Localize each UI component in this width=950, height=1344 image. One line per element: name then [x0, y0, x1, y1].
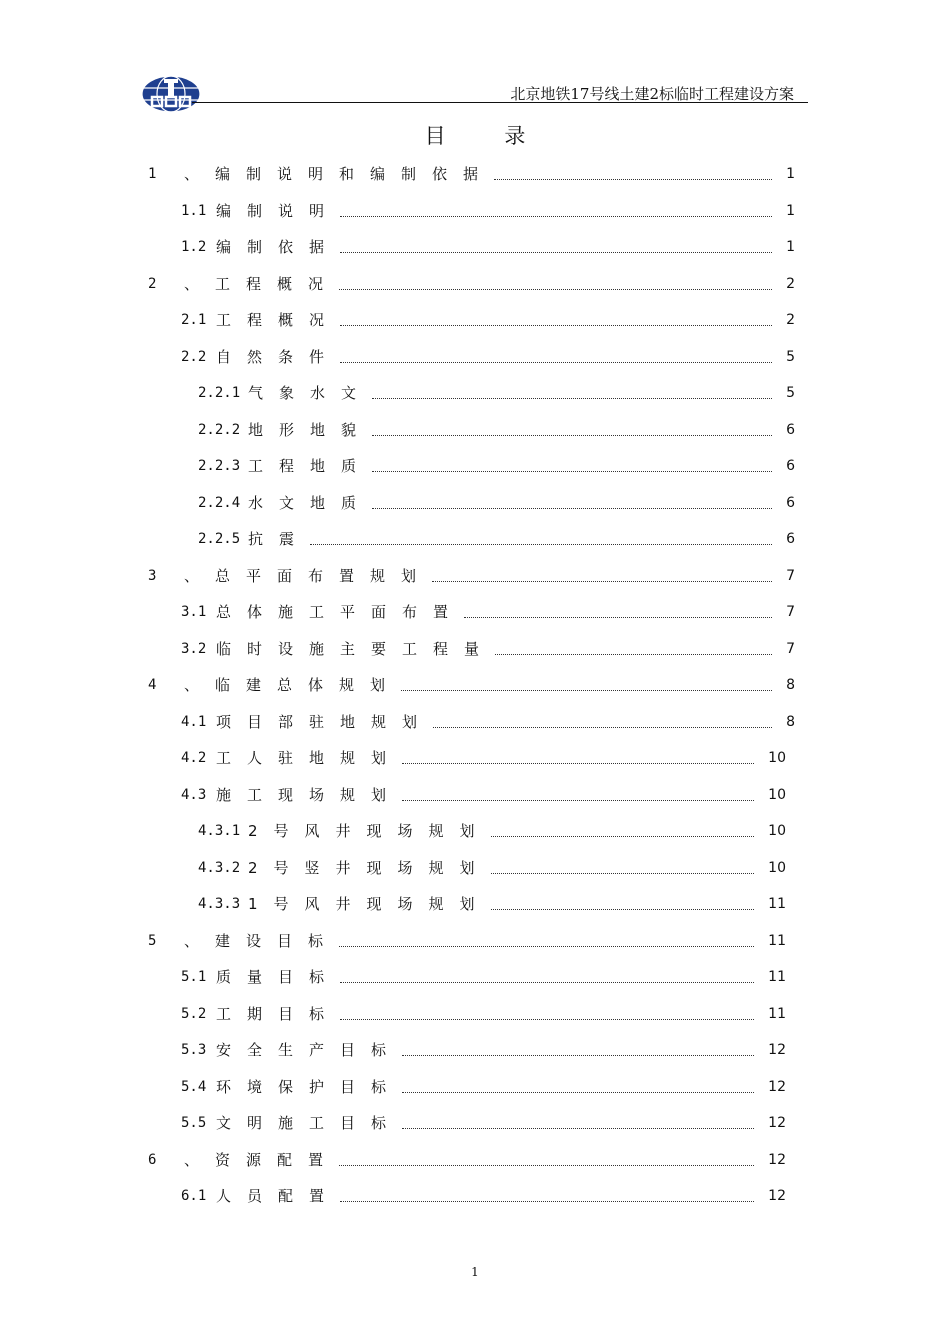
toc-dot-leader	[432, 581, 772, 582]
toc-entry-number: 5.3	[181, 1042, 207, 1058]
toc-entry-page: 10	[768, 750, 786, 766]
toc-entry[interactable]	[198, 382, 795, 404]
toc-dot-leader	[401, 690, 772, 691]
toc-entry-page: 10	[768, 823, 786, 839]
toc-entry-number: 5	[148, 932, 157, 949]
toc-dot-leader	[340, 252, 772, 253]
toc-entry-number: 4.3.3	[198, 896, 241, 912]
toc-entry-number: 1.1	[181, 202, 207, 219]
toc-dot-leader	[494, 179, 772, 180]
toc-entry-page: 6	[786, 494, 795, 511]
toc-entry[interactable]	[198, 492, 795, 514]
toc-entry-title: 环境保护目标	[216, 1077, 403, 1096]
toc-entry-page: 5	[786, 385, 795, 401]
toc-entry-title: 地形地貌	[248, 420, 373, 439]
toc-entry-page: 11	[768, 896, 786, 912]
toc-entry-title: 水文地质	[248, 493, 373, 512]
toc-entry[interactable]	[181, 601, 795, 623]
toc-entry-number: 2.2.5	[198, 531, 241, 547]
toc-entry[interactable]	[181, 1076, 786, 1098]
toc-entry-page: 8	[786, 713, 795, 730]
toc-dot-leader	[433, 727, 772, 728]
toc-entry-title: 工人驻地规划	[216, 749, 403, 767]
toc-entry-page: 6	[786, 531, 795, 547]
toc-entry-page: 7	[786, 567, 795, 584]
toc-entry-title: 文明施工目标	[216, 1114, 403, 1132]
toc-dot-leader	[495, 654, 772, 655]
toc-entry-title: 编制说明	[216, 201, 341, 220]
toc-entry-title: 2号风井现场规划	[248, 822, 491, 840]
toc-entry-page: 12	[768, 1078, 786, 1095]
toc-entry-number: 3.2	[181, 640, 207, 657]
toc-entry[interactable]	[148, 1149, 786, 1171]
toc-entry-title: 、工程概况	[184, 274, 340, 293]
toc-dot-leader	[464, 617, 772, 618]
toc-entry-page: 12	[768, 1115, 786, 1131]
toc-entry-page: 8	[786, 677, 795, 693]
toc-dot-leader	[340, 362, 772, 363]
toc-entry-number: 4.3.1	[198, 823, 241, 839]
toc-entry[interactable]	[181, 309, 795, 331]
toc-entry-page: 2	[786, 275, 795, 292]
toc-entry[interactable]	[198, 528, 795, 550]
toc-entry[interactable]	[148, 674, 795, 696]
toc-entry-number: 4.1	[181, 713, 207, 730]
toc-title: 目 录	[424, 124, 552, 148]
toc-entry[interactable]	[181, 236, 795, 258]
toc-entry-number: 4.2	[181, 750, 207, 766]
toc-dot-leader	[339, 289, 772, 290]
toc-entry-title: 项目部驻地规划	[216, 712, 434, 731]
toc-entry[interactable]	[198, 857, 786, 879]
toc-entry-page: 11	[768, 969, 786, 985]
toc-entry-number: 4.3.2	[198, 859, 241, 876]
toc-dot-leader	[340, 1201, 754, 1202]
toc-entry-title: 施工现场规划	[216, 785, 403, 804]
toc-entry-page: 6	[786, 421, 795, 438]
toc-entry-title: 工程地质	[248, 457, 373, 475]
toc-entry-title: 、总平面布置规划	[184, 566, 433, 585]
toc-entry-title: 编制依据	[216, 238, 341, 256]
toc-dot-leader	[339, 946, 754, 947]
toc-dot-leader	[491, 873, 755, 874]
toc-entry-title: 1号风井现场规划	[248, 895, 491, 913]
toc-entry-page: 11	[768, 1005, 786, 1022]
toc-entry-number: 5.1	[181, 969, 207, 985]
toc-entry-page: 1	[786, 202, 795, 219]
toc-entry-number: 5.5	[181, 1115, 207, 1131]
toc-entry[interactable]	[181, 1039, 786, 1061]
page-number: 1	[471, 1265, 479, 1279]
toc-entry[interactable]	[181, 966, 786, 988]
toc-entry-title: 总体施工平面布置	[216, 603, 465, 621]
toc-entry[interactable]	[198, 820, 786, 842]
toc-entry-title: 安全生产目标	[216, 1041, 403, 1059]
toc-dot-leader	[402, 1055, 754, 1056]
toc-entry-number: 2.2	[181, 348, 207, 365]
toc-entry-number: 5.4	[181, 1078, 207, 1095]
toc-entry-number: 6.1	[181, 1188, 207, 1204]
toc-entry[interactable]	[198, 455, 795, 477]
toc-dot-leader	[402, 1092, 754, 1093]
toc-entry-title: 质量目标	[216, 968, 341, 986]
toc-entry-number: 5.2	[181, 1005, 207, 1022]
toc-entry[interactable]	[148, 930, 786, 952]
toc-entry-number: 2	[148, 275, 157, 292]
toc-entry-page: 10	[768, 786, 786, 803]
toc-entry[interactable]	[181, 711, 795, 733]
toc-dot-leader	[402, 1128, 754, 1129]
toc-dot-leader	[340, 325, 772, 326]
toc-entry[interactable]	[198, 893, 786, 915]
toc-dot-leader	[491, 836, 755, 837]
toc-entry-title: 、编制说明和编制依据	[184, 165, 495, 183]
toc-entry[interactable]	[181, 1003, 786, 1025]
toc-entry-title: 、建设目标	[184, 931, 340, 950]
toc-dot-leader	[372, 398, 772, 399]
toc-entry[interactable]	[181, 1185, 786, 1207]
toc-entry-title: 、资源配置	[184, 1150, 340, 1169]
toc-entry-number: 1	[148, 166, 157, 182]
toc-entry[interactable]	[181, 747, 786, 769]
toc-entry-number: 4	[148, 677, 157, 693]
toc-dot-leader	[402, 800, 754, 801]
toc-entry-title: 人员配置	[216, 1187, 341, 1205]
toc-entry-title: 工期目标	[216, 1004, 341, 1023]
toc-entry-title: 气象水文	[248, 384, 373, 402]
toc-entry[interactable]	[181, 638, 795, 660]
toc-entry-page: 10	[768, 859, 786, 876]
toc-entry-title: 抗震	[248, 530, 311, 548]
toc-entry[interactable]	[181, 200, 795, 222]
toc-dot-leader	[372, 508, 772, 509]
toc-dot-leader	[402, 763, 754, 764]
toc-entry-page: 1	[786, 166, 795, 182]
toc-dot-leader	[310, 544, 772, 545]
toc-entry-number: 2.2.2	[198, 421, 241, 438]
toc-entry-number: 3.1	[181, 604, 207, 620]
toc-dot-leader	[372, 435, 772, 436]
toc-entry-number: 1.2	[181, 239, 207, 255]
toc-entry-page: 2	[786, 312, 795, 328]
toc-entry-title: 、临建总体规划	[184, 676, 402, 694]
toc-entry[interactable]	[148, 163, 795, 185]
toc-entry-page: 11	[768, 932, 786, 949]
toc-dot-leader	[340, 1019, 754, 1020]
toc-entry-page: 1	[786, 239, 795, 255]
toc-entry-page: 12	[768, 1151, 786, 1168]
toc-entry[interactable]	[148, 565, 795, 587]
toc-entry-title: 自然条件	[216, 347, 341, 366]
toc-entry-page: 7	[786, 640, 795, 657]
toc-entry-page: 12	[768, 1042, 786, 1058]
toc-entry[interactable]	[148, 273, 795, 295]
toc-dot-leader	[491, 909, 755, 910]
header-title: 北京地铁17号线土建2标临时工程建设方案	[510, 85, 794, 103]
toc-entry[interactable]	[181, 784, 786, 806]
toc-dot-leader	[340, 982, 754, 983]
toc-entry-number: 2.1	[181, 312, 207, 328]
toc-entry-title: 临时设施主要工程量	[216, 639, 496, 658]
toc-entry[interactable]	[198, 419, 795, 441]
toc-entry-number: 3	[148, 567, 157, 584]
toc-dot-leader	[340, 216, 772, 217]
toc-dot-leader	[339, 1165, 754, 1166]
toc-dot-leader	[372, 471, 772, 472]
toc-entry-page: 6	[786, 458, 795, 474]
toc-entry-page: 7	[786, 604, 795, 620]
toc-entry-title: 工程概况	[216, 311, 341, 329]
toc-entry-number: 6	[148, 1151, 157, 1168]
toc-entry-number: 2.2.4	[198, 494, 241, 511]
toc-entry-number: 2.2.1	[198, 385, 241, 401]
toc-entry-number: 2.2.3	[198, 458, 241, 474]
toc-entry-page: 5	[786, 348, 795, 365]
toc-entry-number: 4.3	[181, 786, 207, 803]
toc-entry-page: 12	[768, 1188, 786, 1204]
toc-entry[interactable]	[181, 1112, 786, 1134]
toc-entry-title: 2号竖井现场规划	[248, 858, 491, 877]
toc-entry[interactable]	[181, 346, 795, 368]
